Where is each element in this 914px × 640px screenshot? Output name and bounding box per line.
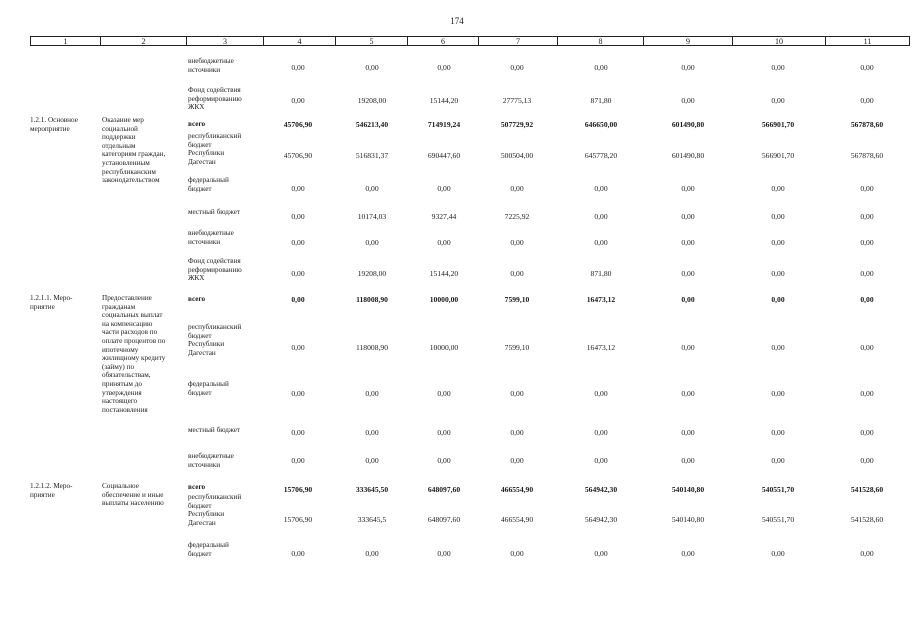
table-cell: 0,00 xyxy=(860,63,874,72)
table-cell: 0,00 xyxy=(291,428,305,437)
table-cell: 0,00 xyxy=(291,184,305,193)
table-cell: 871,80 xyxy=(590,96,612,105)
table-cell: 0,00 xyxy=(771,428,785,437)
table-cell: 0,00 xyxy=(681,212,695,221)
table-cell: 0,00 xyxy=(291,549,305,558)
table-cell: 0,00 xyxy=(771,389,785,398)
table-cell: 0,00 xyxy=(594,63,608,72)
table-cell: 0,00 xyxy=(594,212,608,221)
header-col-10: 10 xyxy=(733,36,826,46)
table-cell: 0,00 xyxy=(681,343,695,352)
table-cell: 0,00 xyxy=(860,269,874,278)
table-cell: 0,00 xyxy=(771,212,785,221)
table-cell: 0,00 xyxy=(771,63,785,72)
table-cell: 9327,44 xyxy=(431,212,457,221)
table-cell: 648097,60 xyxy=(427,485,461,494)
table-cell: 19208,00 xyxy=(357,96,387,105)
table-cell: 0,00 xyxy=(681,184,695,193)
table-cell: 567878,60 xyxy=(850,120,884,129)
table-cell: 0,00 xyxy=(365,456,379,465)
table-cell: 0,00 xyxy=(860,343,874,352)
table-cell: 0,00 xyxy=(860,456,874,465)
table-cell: 0,00 xyxy=(771,295,785,304)
table-cell: 7225,92 xyxy=(504,212,530,221)
table-cell: 540551,70 xyxy=(761,515,795,524)
measure-code: 1.2.1.2. Меро- приятие xyxy=(30,482,73,499)
table-cell: 0,00 xyxy=(681,456,695,465)
row-category: республиканский бюджет Республики Дагестан xyxy=(188,132,242,166)
header-col-6: 6 xyxy=(408,36,479,46)
row-category: внебюджетные источники xyxy=(188,452,234,469)
table-cell: 540551,70 xyxy=(761,485,795,494)
header-col-5: 5 xyxy=(336,36,408,46)
table-cell: 0,00 xyxy=(365,428,379,437)
table-cell: 0,00 xyxy=(860,549,874,558)
row-category: республиканский бюджет Республики Дагестан xyxy=(188,493,242,527)
table-cell: 546213,40 xyxy=(355,120,389,129)
row-category: республиканский бюджет Республики Дагестан xyxy=(188,323,242,357)
table-cell: 0,00 xyxy=(681,96,695,105)
row-category: Фонд содействия реформированию ЖКХ xyxy=(188,257,242,283)
table-cell: 0,00 xyxy=(365,63,379,72)
table-cell: 646650,00 xyxy=(584,120,618,129)
table-cell: 15144,20 xyxy=(429,96,459,105)
row-category: федеральный бюджет xyxy=(188,176,229,193)
table-cell: 0,00 xyxy=(594,456,608,465)
row-category: местный бюджет xyxy=(188,426,241,434)
table-cell: 516831,37 xyxy=(355,151,389,160)
table-cell: 7599,10 xyxy=(504,343,530,352)
table-cell: 541528,60 xyxy=(850,485,884,494)
table-cell: 10000,00 xyxy=(429,295,459,304)
table-cell: 0,00 xyxy=(681,269,695,278)
table-cell: 0,00 xyxy=(771,238,785,247)
table-cell: 601490,80 xyxy=(671,151,705,160)
table-cell: 0,00 xyxy=(291,295,305,304)
table-cell: 0,00 xyxy=(437,428,451,437)
table-cell: 0,00 xyxy=(437,456,451,465)
table-cell: 10000,00 xyxy=(429,343,459,352)
table-cell: 0,00 xyxy=(291,343,305,352)
table-cell: 0,00 xyxy=(860,184,874,193)
table-cell: 0,00 xyxy=(291,96,305,105)
table-cell: 0,00 xyxy=(437,184,451,193)
table-cell: 0,00 xyxy=(681,428,695,437)
table-cell: 0,00 xyxy=(291,238,305,247)
table-cell: 0,00 xyxy=(594,389,608,398)
table-cell: 466554,90 xyxy=(500,485,534,494)
table-cell: 0,00 xyxy=(510,184,524,193)
table-cell: 601490,80 xyxy=(671,120,705,129)
row-category: всего xyxy=(188,483,206,491)
table-cell: 541528,60 xyxy=(850,515,884,524)
table-cell: 45706,90 xyxy=(283,151,313,160)
table-cell: 0,00 xyxy=(860,238,874,247)
row-category: Фонд содействия реформированию ЖКХ xyxy=(188,86,242,112)
table-cell: 567878,60 xyxy=(850,151,884,160)
table-cell: 564942,30 xyxy=(584,485,618,494)
row-category: всего xyxy=(188,295,206,303)
table-cell: 0,00 xyxy=(860,295,874,304)
table-cell: 648097,60 xyxy=(427,515,461,524)
table-cell: 540140,80 xyxy=(671,485,705,494)
table-cell: 0,00 xyxy=(771,96,785,105)
header-col-3: 3 xyxy=(187,36,264,46)
table-cell: 16473,12 xyxy=(586,343,616,352)
row-category: федеральный бюджет xyxy=(188,380,229,397)
table-cell: 0,00 xyxy=(594,428,608,437)
header-col-11: 11 xyxy=(826,36,910,46)
table-cell: 0,00 xyxy=(681,549,695,558)
table-cell: 0,00 xyxy=(681,295,695,304)
header-col-4: 4 xyxy=(264,36,336,46)
table-cell: 540140,80 xyxy=(671,515,705,524)
table-cell: 714919,24 xyxy=(427,120,461,129)
table-cell: 0,00 xyxy=(771,549,785,558)
table-cell: 16473,12 xyxy=(586,295,616,304)
measure-description: Предоставление гражданам социальных выплат на компенсацию части расходов по оплате процентов по ипотечному жилищному кредиту (займу) по обязательствам, принятым до утверждения настоящего постановления xyxy=(102,294,166,414)
table-cell: 45706,90 xyxy=(283,120,313,129)
table-cell: 0,00 xyxy=(860,389,874,398)
table-cell: 0,00 xyxy=(510,428,524,437)
table-cell: 15706,90 xyxy=(283,515,313,524)
page-number: 174 xyxy=(450,16,464,26)
measure-code: 1.2.1. Основное мероприятие xyxy=(30,116,78,133)
table-cell: 0,00 xyxy=(437,63,451,72)
table-cell: 0,00 xyxy=(291,269,305,278)
header-col-9: 9 xyxy=(644,36,733,46)
table-cell: 15706,90 xyxy=(283,485,313,494)
table-cell: 0,00 xyxy=(771,456,785,465)
table-cell: 566901,70 xyxy=(761,120,795,129)
table-cell: 0,00 xyxy=(681,63,695,72)
table-cell: 0,00 xyxy=(291,389,305,398)
table-cell: 0,00 xyxy=(510,456,524,465)
table-cell: 10174,03 xyxy=(357,212,387,221)
measure-description: Социальное обеспечение и иные выплаты населению xyxy=(102,482,164,508)
header-col-1: 1 xyxy=(30,36,101,46)
table-cell: 118008,90 xyxy=(356,295,388,304)
table-cell: 0,00 xyxy=(291,63,305,72)
table-cell: 7599,10 xyxy=(504,295,530,304)
table-cell: 0,00 xyxy=(771,343,785,352)
table-cell: 564942,30 xyxy=(584,515,618,524)
table-cell: 0,00 xyxy=(437,389,451,398)
table-cell: 0,00 xyxy=(365,389,379,398)
table-cell: 15144,20 xyxy=(429,269,459,278)
row-category: внебюджетные источники xyxy=(188,229,234,246)
table-cell: 0,00 xyxy=(594,549,608,558)
table-cell: 0,00 xyxy=(771,269,785,278)
table-cell: 118008,90 xyxy=(356,343,388,352)
table-cell: 0,00 xyxy=(594,238,608,247)
table-cell: 0,00 xyxy=(365,238,379,247)
header-col-7: 7 xyxy=(479,36,558,46)
table-cell: 0,00 xyxy=(681,389,695,398)
table-cell: 690447,60 xyxy=(427,151,461,160)
measure-code: 1.2.1.1. Меро- приятие xyxy=(30,294,73,311)
table-cell: 19208,00 xyxy=(357,269,387,278)
table-cell: 27775,13 xyxy=(502,96,532,105)
table-cell: 0,00 xyxy=(860,96,874,105)
table-cell: 0,00 xyxy=(510,389,524,398)
table-cell: 507729,92 xyxy=(500,120,534,129)
table-cell: 0,00 xyxy=(510,269,524,278)
table-cell: 0,00 xyxy=(594,184,608,193)
table-cell: 0,00 xyxy=(437,238,451,247)
table-cell: 0,00 xyxy=(860,428,874,437)
header-col-8: 8 xyxy=(558,36,644,46)
row-category: внебюджетные источники xyxy=(188,57,234,74)
table-cell: 466554,90 xyxy=(500,515,534,524)
table-cell: 0,00 xyxy=(771,184,785,193)
table-cell: 0,00 xyxy=(365,184,379,193)
row-category: всего xyxy=(188,120,206,128)
table-cell: 645778,20 xyxy=(584,151,618,160)
table-cell: 0,00 xyxy=(291,212,305,221)
measure-description: Оказание мер социальной поддержки отдельным категориям граждан, установленным республиканским законодательством xyxy=(102,116,166,185)
row-category: местный бюджет xyxy=(188,208,241,216)
table-cell: 0,00 xyxy=(510,63,524,72)
table-cell: 0,00 xyxy=(860,212,874,221)
table-cell: 0,00 xyxy=(365,549,379,558)
table-cell: 871,80 xyxy=(590,269,612,278)
table-cell: 0,00 xyxy=(437,549,451,558)
table-cell: 333645,50 xyxy=(355,485,389,494)
table-cell: 333645,5 xyxy=(357,515,387,524)
row-category: федеральный бюджет xyxy=(188,541,229,558)
header-col-2: 2 xyxy=(101,36,187,46)
table-cell: 500504,00 xyxy=(500,151,534,160)
table-cell: 0,00 xyxy=(510,549,524,558)
table-cell: 0,00 xyxy=(510,238,524,247)
table-cell: 0,00 xyxy=(681,238,695,247)
table-cell: 0,00 xyxy=(291,456,305,465)
table-cell: 566901,70 xyxy=(761,151,795,160)
